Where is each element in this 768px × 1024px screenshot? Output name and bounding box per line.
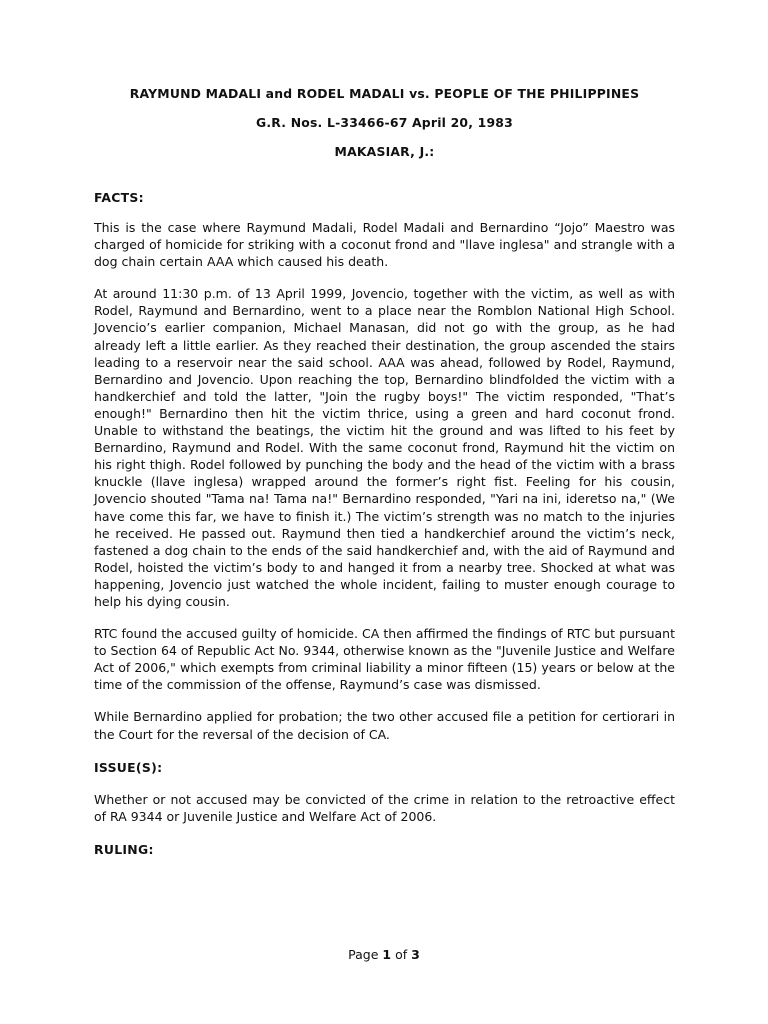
gr-number-line: G.R. Nos. L-33466-67 April 20, 1983: [256, 115, 513, 130]
facts-paragraph-4: While Bernardino applied for probation; the two other accused file a petition for certiorari in the Court for the reversal of the decision of CA.: [94, 709, 675, 742]
facts-paragraph-2: At around 11:30 p.m. of 13 April 1999, Jovencio, together with the victim, as well as with Rodel, Raymund and Bernardino, went to a place near the Romblon National High School. Jovencio’s earlier companion, Michael Manasan, did not go with the group, as he had already left a little earlier. As they reached their destination, the group ascended the stairs leading to a reservoir near the said school. AAA was ahead, followed by Rodel, Raymund, Bernardino and Jovencio. Upon reaching the top, Bernardino blindfolded the victim with a handkerchief and told the latter, "Join the rugby boys!" The victim responded, "That’s enough!" Bernardino then hit the victim thrice, using a green and hard coconut frond. Unable to withstand the beatings, the victim hit the ground and was lifted to his feet by Bernardino, Raymund and Rodel. With the same coconut frond, Raymund hit the victim on his right thigh. Rodel followed by punching the body and the head of the victim with a brass knuckle (llave inglesa) wrapped around the former’s right fist. Feeling for his cousin, Jovencio shouted "Tama na! Tama na!" Bernardino responded, "Yari na ini, ideretso na," (We have come this far, we have to finish it.) The victim’s strength was no match to the injuries he received. He passed out. Raymund then tied a handkerchief around the victim’s neck, fastened a dog chain to the ends of the said handkerchief and, with the aid of Raymund and Rodel, hoisted the victim’s body to and hanged it from a nearby tree. Shocked at what was happening, Jovencio just watched the whole incident, failing to muster enough courage to help his dying cousin.: [94, 286, 675, 609]
ruling-heading: RULING:: [94, 841, 154, 857]
page-number: 1: [382, 947, 392, 962]
case-title: RAYMUND MADALI and RODEL MADALI vs. PEOPLE OF THE PHILIPPINES: [129, 86, 640, 101]
page-total: 3: [411, 947, 420, 962]
facts-heading: FACTS:: [94, 190, 144, 205]
ponente-line: MAKASIAR, J.:: [334, 144, 435, 159]
page-label: Page: [348, 947, 379, 962]
facts-paragraph-1: This is the case where Raymund Madali, Rodel Madali and Bernardino “Jojo” Maestro was charged of homicide for striking with a coconut frond and "llave inglesa" and strangle with a dog chain certain AAA which caused his death.: [94, 220, 675, 270]
page-footer: [0, 947, 768, 962]
issues-heading: ISSUE(S):: [94, 759, 163, 775]
facts-paragraph-3: RTC found the accused guilty of homicide. CA then affirmed the findings of RTC but pursuant to Section 64 of Republic Act No. 9344, otherwise known as the "Juvenile Justice and Welfare Act of 2006," which exempts from criminal liability a minor fifteen (15) years or below at the time of the commission of the offense, Raymund’s case was dismissed.: [94, 626, 675, 693]
issues-paragraph: Whether or not accused may be convicted of the crime in relation to the retroactive effect of RA 9344 or Juvenile Justice and Welfare Act of 2006.: [94, 791, 675, 824]
document-page: [94, 86, 675, 858]
of-label: of: [395, 947, 408, 962]
